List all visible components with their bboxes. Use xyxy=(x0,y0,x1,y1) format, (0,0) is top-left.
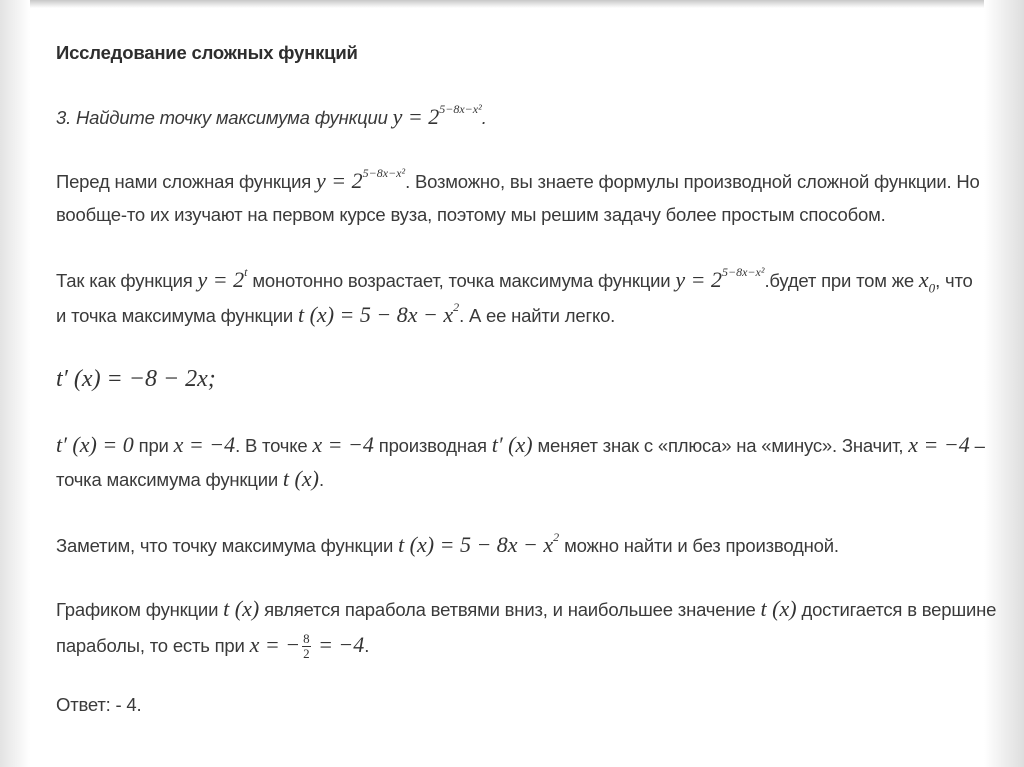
p5-text-b: является парабола ветвями вниз, и наибольшее значение xyxy=(259,599,761,620)
answer: Ответ: - 4. xyxy=(56,694,142,715)
p3-formula-1: t′ (x) = 0 xyxy=(56,432,134,457)
p4-formula-exponent: 2 xyxy=(553,529,560,544)
p4-formula xyxy=(398,529,560,557)
p1-text-b: . Возможно, вы знаете формулы производной сложной функции. Но xyxy=(405,171,980,192)
p3-line2-formula: t (x) xyxy=(282,466,319,491)
paragraph-1-line-1 xyxy=(56,166,980,197)
p3-text-e: – xyxy=(969,435,985,456)
task-formula xyxy=(392,101,482,129)
p1-formula xyxy=(316,165,406,193)
p3-line2-text-b: . xyxy=(318,469,324,490)
p2-line2-text-b: . А ее найти легко. xyxy=(459,305,616,326)
p5-formula-2: t (x) xyxy=(760,596,797,621)
p5-text-a: Графиком функции xyxy=(56,599,224,620)
fraction-numerator: 8 xyxy=(303,631,310,647)
frame-top-shadow xyxy=(0,0,1024,8)
p3-line2-text-a: точка максимума функции xyxy=(56,469,283,490)
paragraph-2-line-2 xyxy=(56,300,615,331)
task-formula-base: y = 2 xyxy=(392,104,440,129)
p2-line2-formula-base: t (x) = 5 − 8x − x xyxy=(297,302,454,327)
p3-formula-3: x = −4 xyxy=(312,432,374,457)
p1-formula-exponent: 5−8x−x² xyxy=(362,165,406,180)
paragraph-5-line-2 xyxy=(56,630,369,661)
p2-line2-formula-exponent: 2 xyxy=(453,299,460,314)
fraction-denominator: 2 xyxy=(303,646,310,662)
p3-text-a: при xyxy=(133,435,174,456)
p1-formula-base: y = 2 xyxy=(316,168,363,193)
p2-formula-3-subscript: 0 xyxy=(928,280,936,296)
p2-formula-2-base: y = 2 xyxy=(675,267,722,292)
p2-text-b: монотонно возрастает, точка максимума функции xyxy=(247,270,676,291)
p3-text-b: . В точке xyxy=(235,435,313,456)
fraction xyxy=(302,632,311,661)
p5-line2-text-a: параболы, то есть при xyxy=(56,635,250,656)
paragraph-3-line-2 xyxy=(56,464,324,495)
p4-text-a: Заметим, что точку максимума функции xyxy=(56,535,399,556)
p3-formula-2: x = −4 xyxy=(173,432,236,457)
p2-text-c: .будет при том же xyxy=(764,270,919,291)
paragraph-2-line-1 xyxy=(56,265,973,296)
p3-text-c: производная xyxy=(373,435,492,456)
task-statement xyxy=(56,102,487,133)
paragraph-1-line-2: вообще-то их изучают на первом курсе вуза, поэтому мы решим задачу более простым способом. xyxy=(56,204,886,225)
derivative-line xyxy=(56,364,216,395)
p4-formula-base: t (x) = 5 − 8x − x xyxy=(398,532,554,557)
p2-formula-3 xyxy=(918,267,936,296)
derivative-formula: t′ (x) = −8 − 2x; xyxy=(56,366,216,392)
p5-formula-1: t (x) xyxy=(223,596,260,621)
p2-line2-formula xyxy=(297,299,460,327)
frame-left-shadow xyxy=(0,0,30,767)
p5-formula-left: x = − xyxy=(249,632,301,657)
p2-line2-text-a: и точка максимума функции xyxy=(56,305,298,326)
paragraph-4 xyxy=(56,530,839,561)
p2-text-d: , что xyxy=(935,270,973,291)
p4-text-b: можно найти и без производной. xyxy=(559,535,839,556)
p2-text-a: Так как функция xyxy=(56,270,198,291)
p5-formula-right: = −4 xyxy=(312,632,365,657)
p2-formula-2-exponent: 5−8x−x² xyxy=(722,264,765,279)
p3-text-d: меняет знак с «плюса» на «минус». Значит, xyxy=(532,435,909,456)
paragraph-5-line-1 xyxy=(56,594,996,625)
frame-right-shadow xyxy=(984,0,1024,767)
p2-formula-1-base: y = 2 xyxy=(197,267,245,292)
task-suffix: . xyxy=(481,107,487,128)
task-prefix: 3. Найдите точку максимума функции xyxy=(56,107,393,128)
p3-formula-5: x = −4 xyxy=(908,432,970,457)
p5-line2-text-b: . xyxy=(364,635,370,656)
p5-text-c: достигается в вершине xyxy=(796,599,997,620)
p3-formula-4: t′ (x) xyxy=(491,432,533,457)
p2-formula-1 xyxy=(197,264,248,292)
document-title: Исследование сложных функций xyxy=(56,42,358,63)
p1-text-a: Перед нами сложная функция xyxy=(56,171,317,192)
p2-formula-2 xyxy=(675,264,765,292)
task-formula-exponent: 5−8x−x² xyxy=(439,101,482,116)
p5-line2-formula xyxy=(249,631,365,662)
p2-formula-1-exponent: t xyxy=(244,264,248,279)
p2-formula-3-base: x xyxy=(918,267,929,292)
paragraph-3-line-1 xyxy=(56,430,985,461)
